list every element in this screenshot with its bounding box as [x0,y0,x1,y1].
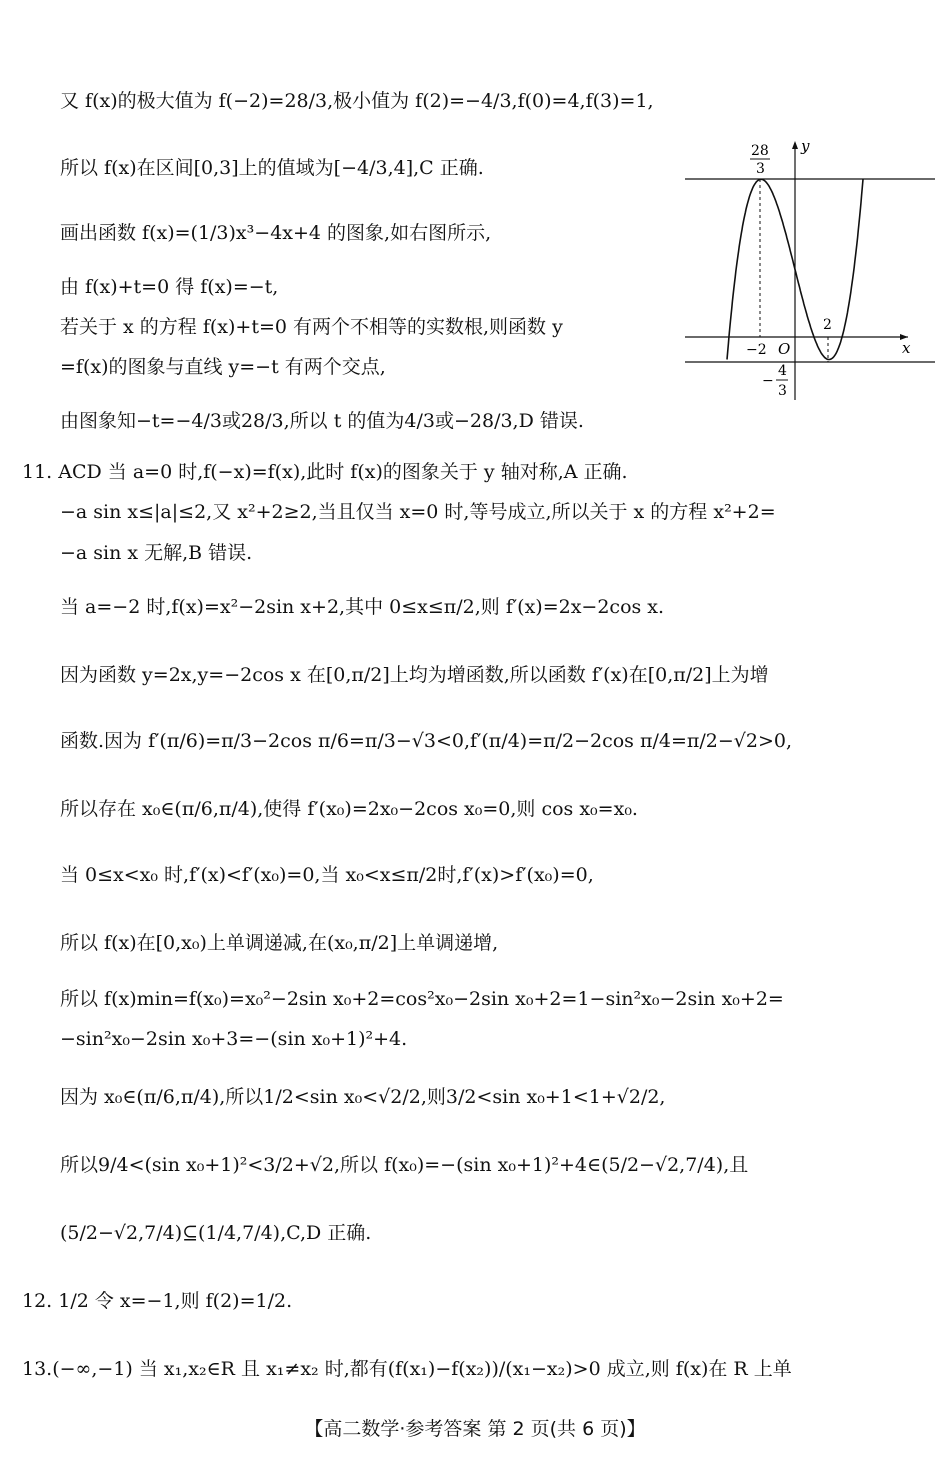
text-line-11: 当 a=−2 时,f(x)=x²−2sin x+2,其中 0≤x≤π/2,则 f′(x)=2x−2cos x. [60,596,665,618]
min-label-numerator: 4 [778,363,787,379]
text-line-20: 所以9/4<(sin x₀+1)²<3/2+√2,所以 f(x₀)=−(sin x₀+1)²+4∈(5/2−√2,7/4),且 [60,1154,749,1176]
text-line-5: 若关于 x 的方程 f(x)+t=0 有两个不相等的实数根,则函数 y [60,316,563,338]
text-line-6: =f(x)的图象与直线 y=−t 有两个交点, [60,356,386,378]
q12-line: 12. 1/2 令 x=−1,则 f(2)=1/2. [22,1290,293,1312]
minus2-label: −2 [746,342,767,358]
text-line-16: 所以 f(x)在[0,x₀)上单调递减,在(x₀,π/2]上单调递增, [60,932,499,954]
text-line-3: 画出函数 f(x)=(1/3)x³−4x+4 的图象,如右图所示, [60,222,492,244]
min-label-sign: − [762,373,774,389]
text-line-17: 所以 f(x)min=f(x₀)=x₀²−2sin x₀+2=cos²x₀−2sin x₀+2=1−sin²x₀−2sin x₀+2= [60,988,784,1010]
y-axis-label: y [801,137,810,155]
max-label-numerator: 28 [751,143,769,159]
origin-label: O [778,340,791,358]
max-label-denominator: 3 [756,161,765,177]
text-line-2: 所以 f(x)在区间[0,3]上的值域为[−4/3,4],C 正确. [60,157,484,179]
text-line-15: 当 0≤x<x₀ 时,f′(x)<f′(x₀)=0,当 x₀<x≤π/2时,f′(x)>f′(x₀)=0, [60,864,594,886]
text-line-19: 因为 x₀∈(π/6,π/4),所以1/2<sin x₀<√2/2,则3/2<sin x₀+1<1+√2/2, [60,1086,666,1108]
min-label-denominator: 3 [778,383,787,399]
text-line-9: −a sin x≤|a|≤2,又 x²+2≥2,当且仅当 x=0 时,等号成立,所以关于 x 的方程 x²+2= [60,501,776,523]
function-graph [680,135,940,410]
page-footer: 【高二数学·参考答案 第 2 页(共 6 页)】 [304,1418,646,1440]
text-line-7: 由图象知−t=−4/3或28/3,所以 t 的值为4/3或−28/3,D 错误. [60,410,584,432]
q13-line: 13.(−∞,−1) 当 x₁,x₂∈R 且 x₁≠x₂ 时,都有(f(x₁)−f(x₂))/(x₁−x₂)>0 成立,则 f(x)在 R 上单 [22,1358,792,1380]
x-axis-label: x [902,339,911,357]
text-line-18: −sin²x₀−2sin x₀+3=−(sin x₀+1)²+4. [60,1028,408,1050]
text-line-21: (5/2−√2,7/4)⊆(1/4,7/4),C,D 正确. [60,1222,372,1244]
text-line-1: 又 f(x)的极大值为 f(−2)=28/3,极小值为 f(2)=−4/3,f(0)=4,f(3)=1, [60,90,654,112]
text-line-13: 函数.因为 f′(π/6)=π/3−2cos π/6=π/3−√3<0,f′(π/4)=π/2−2cos π/4=π/2−√2>0, [60,730,793,752]
text-line-10: −a sin x 无解,B 错误. [60,542,253,564]
two-label: 2 [823,317,832,333]
text-line-14: 所以存在 x₀∈(π/6,π/4),使得 f′(x₀)=2x₀−2cos x₀=0,则 cos x₀=x₀. [60,798,638,820]
text-line-12: 因为函数 y=2x,y=−2cos x 在[0,π/2]上均为增函数,所以函数 f′(x)在[0,π/2]上为增 [60,664,769,686]
q11-line-1: 11. ACD 当 a=0 时,f(−x)=f(x),此时 f(x)的图象关于 y 轴对称,A 正确. [22,461,628,483]
y-axis-arrow [792,141,798,149]
text-line-4: 由 f(x)+t=0 得 f(x)=−t, [60,276,279,298]
